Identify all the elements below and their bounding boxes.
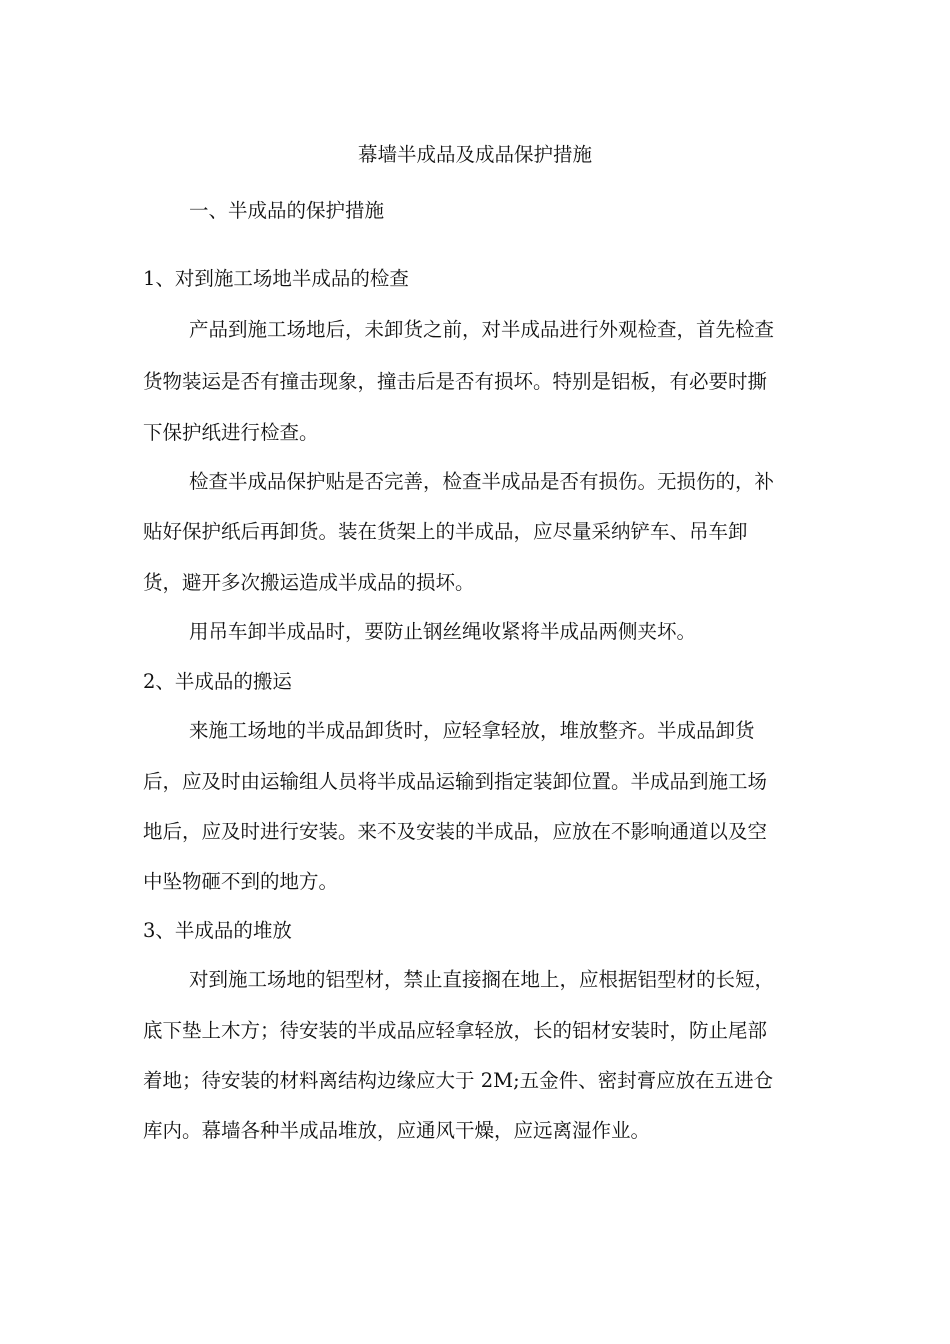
paragraph-line: 底下垫上木方；待安装的半成品应轻拿轻放，长的铝材安装时，防止尾部 — [143, 1019, 768, 1042]
paragraph-line: 货物装运是否有撞击现象，撞击后是否有损坏。特别是铝板，有必要时撕 — [143, 370, 768, 393]
paragraph-line: 用吊车卸半成品时，要防止钢丝绳收紧将半成品两侧夹坏。 — [189, 620, 697, 643]
paragraph-line: 库内。幕墙各种半成品堆放，应通风干燥，应远离湿作业。 — [143, 1119, 651, 1142]
paragraph-line: 下保护纸进行检查。 — [143, 421, 319, 444]
subsection-heading-1: 1、对到施工场地半成品的检查 — [143, 267, 409, 290]
subsection-heading-2: 2、半成品的搬运 — [143, 670, 292, 693]
paragraph-line: 产品到施工场地后，未卸货之前，对半成品进行外观检查，首先检查 — [189, 318, 775, 341]
paragraph-line: 对到施工场地的铝型材，禁止直接搁在地上，应根据铝型材的长短， — [189, 968, 775, 991]
paragraph-line: 后，应及时由运输组人员将半成品运输到指定装卸位置。半成品到施工场 — [143, 770, 768, 793]
paragraph-line: 地后，应及时进行安装。来不及安装的半成品，应放在不影响通道以及空 — [143, 820, 768, 843]
paragraph-line: 中坠物砸不到的地方。 — [143, 870, 339, 893]
paragraph-line: 着地；待安装的材料离结构边缘应大于 2M;五金件、密封膏应放在五进仓 — [143, 1069, 774, 1092]
section-heading: 一、半成品的保护措施 — [189, 199, 385, 222]
paragraph-line: 检查半成品保护贴是否完善，检查半成品是否有损伤。无损伤的，补 — [189, 470, 775, 493]
subsection-heading-3: 3、半成品的堆放 — [143, 919, 292, 942]
paragraph-line: 贴好保护纸后再卸货。装在货架上的半成品，应尽量采纳铲车、吊车卸 — [143, 520, 748, 543]
paragraph-line: 货，避开多次搬运造成半成品的损坏。 — [143, 571, 475, 594]
paragraph-line: 来施工场地的半成品卸货时，应轻拿轻放，堆放整齐。半成品卸货 — [189, 719, 755, 742]
document-title: 幕墙半成品及成品保护措施 — [357, 143, 592, 166]
